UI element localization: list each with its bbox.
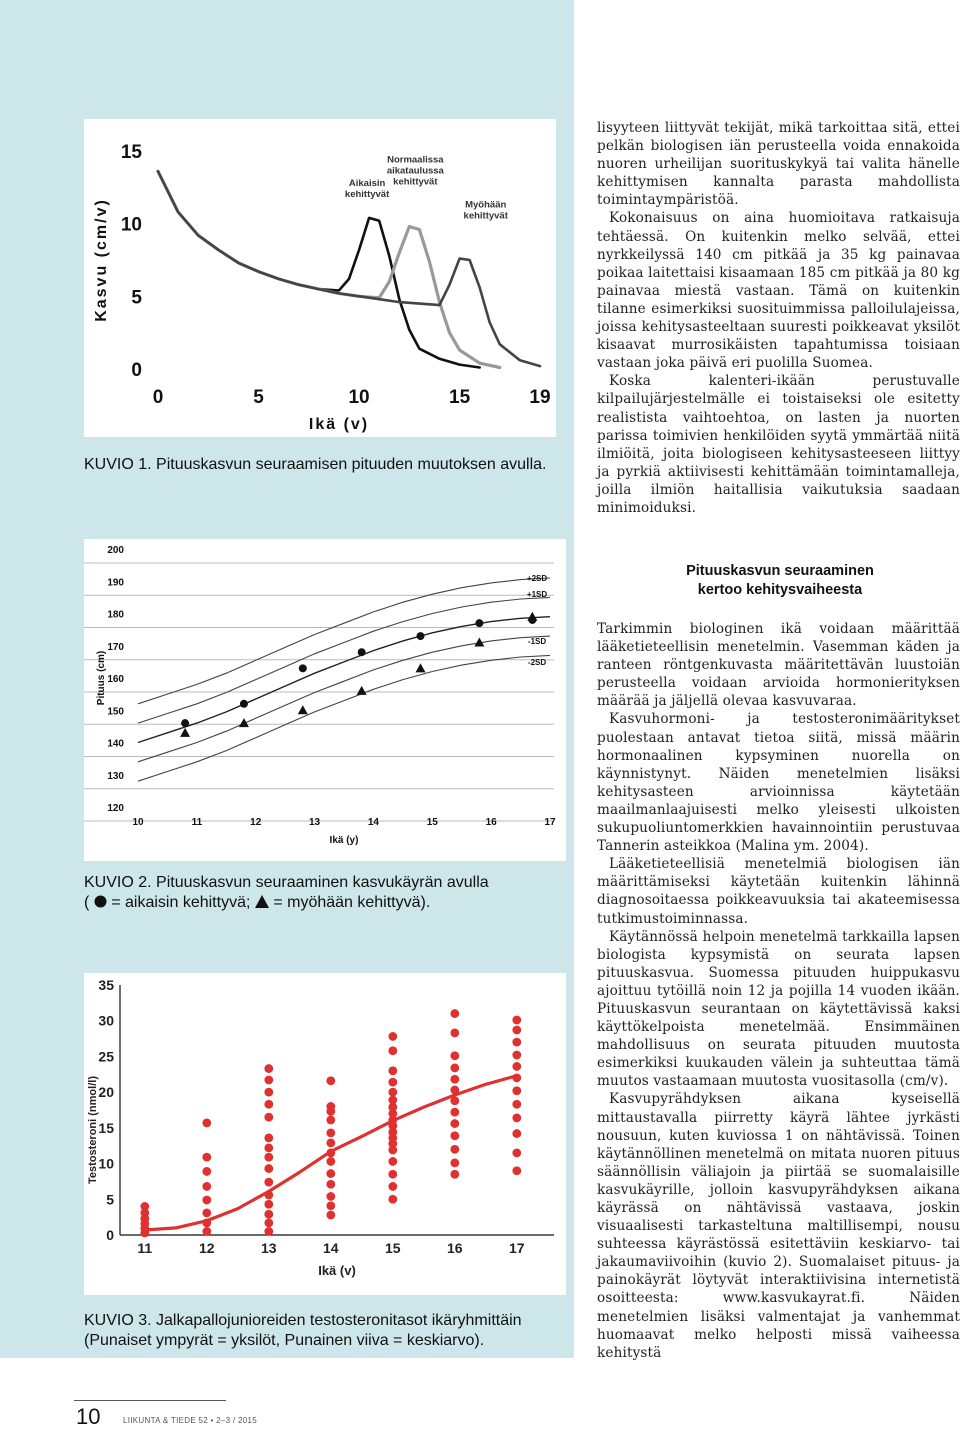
y-tick-label: 0 [131, 360, 142, 381]
testosterone-point [388, 1170, 397, 1179]
x-tick-label: 17 [544, 817, 556, 828]
y-tick-label: 130 [107, 770, 124, 782]
x-tick-label: 11 [137, 1240, 153, 1256]
testosterone-point [450, 1051, 459, 1060]
testosterone-point [264, 1227, 273, 1236]
figure-1-chart [84, 119, 556, 437]
y-tick-label: 170 [107, 641, 124, 653]
testosterone-point [388, 1088, 397, 1097]
x-tick-label: 5 [253, 387, 264, 408]
figure-2-caption-line1: KUVIO 2. Pituuskasvun seuraaminen kasvukäyrän avulla [84, 874, 489, 891]
figure-3-caption-line2: (Punaiset ympyrät = yksilöt, Punainen viiva = keskiarvo). [84, 1332, 485, 1349]
x-tick-label: 12 [199, 1240, 215, 1256]
testosterone-point [450, 1063, 459, 1072]
testosterone-point [264, 1076, 273, 1085]
caption-early-label: = aikaisin kehittyvä; [111, 894, 251, 911]
caption-open-paren: ( [84, 894, 90, 911]
section-heading-line1: Pituuskasvun seuraaminen [686, 563, 874, 579]
testosterone-point [450, 1170, 459, 1179]
testosterone-point [202, 1153, 211, 1162]
testosterone-point [512, 1113, 521, 1122]
x-tick-label: 17 [509, 1240, 525, 1256]
testosterone-point [264, 1178, 273, 1187]
testosterone-point [264, 1113, 273, 1122]
testosterone-point [326, 1102, 335, 1111]
text-column-top [597, 119, 960, 517]
early-developer-point [475, 619, 483, 627]
testosterone-point [388, 1157, 397, 1166]
publication-info: LIIKUNTA & TIEDE 52 • 2–3 / 2015 [123, 1416, 257, 1425]
caption-late-label: = myöhään kehittyvä). [273, 894, 431, 911]
y-tick-label: 15 [98, 1119, 114, 1136]
curve-annotation: kehittyvät [463, 210, 508, 222]
testosterone-point [264, 1200, 273, 1209]
y-tick-label: 10 [98, 1155, 114, 1172]
paragraph-5: Kasvuhormoni- ja testosteronimääritykset puolestaan antavat tietoa siitä, missä määrin hormonaalinen kypsyminen nuorella on käynnistynyt. Näiden menetelmien lisäksi kehitysasteen arvioinnissa käytetään maailmanlaajuisesti melko yleisesti ulkoisten sukupuoliuntomerkkien havainnointiin perustuvaa Tannerin asteikkoa (Malina ym. 2004). [597, 711, 960, 855]
testosterone-point [512, 1062, 521, 1071]
figure-3-caption [84, 1311, 568, 1351]
testosterone-point [388, 1078, 397, 1087]
y-tick-label: 35 [98, 977, 114, 993]
text-column-bottom [597, 620, 960, 1362]
testosterone-point [326, 1138, 335, 1147]
testosterone-point [264, 1218, 273, 1227]
x-axis-label: Ikä (y) [329, 835, 359, 846]
testosterone-point [388, 1182, 397, 1191]
testosterone-point [264, 1153, 273, 1162]
x-tick-label: 15 [426, 817, 438, 828]
testosterone-point [450, 1158, 459, 1167]
testosterone-point [512, 1100, 521, 1109]
y-tick-label: 20 [98, 1084, 114, 1101]
x-tick-label: 11 [191, 817, 203, 828]
y-tick-label: 10 [120, 214, 142, 236]
early-developer-point [181, 719, 189, 727]
early-developer-point [358, 648, 366, 656]
y-tick-label: 5 [106, 1191, 114, 1208]
y-tick-label: 5 [131, 287, 142, 309]
testosterone-point [388, 1032, 397, 1041]
early-developer-point [417, 632, 425, 640]
y-tick-label: 30 [98, 1012, 114, 1029]
testosterone-point [264, 1100, 273, 1109]
testosterone-point [202, 1118, 211, 1127]
growth-curve-line [158, 171, 500, 367]
y-tick-label: 15 [120, 142, 142, 163]
page-number: 10 [76, 1404, 101, 1429]
x-axis-label: Ikä (v) [318, 1263, 356, 1278]
y-tick-label: 190 [107, 577, 124, 589]
x-axis-label: Ikä (v) [308, 416, 370, 433]
testosterone-point [512, 1051, 521, 1060]
figure-3-svg [84, 973, 566, 1295]
paragraph-8: Kasvupyrähdyksen aikana kyseisellä mittaustavalla piirretty käyrä lähtee jyrkästi nousuun, kuten kuviossa 1 on nähtävissä. Toinen käytännöllinen menetelmä on mitata nuoren pituus säännöllisin väliajoin ja piirtää se suomalaisille kasvukäyrille, jolloin kasvupyrähdyksen aikana käyrässä on nähtävissä vastaava, joskin visuaalisesti tarkasteltuna maltillisempi, nousu suhteessa käyrästössä esitettäviin keskiarvo- tai jakaumaviivoihin (kuvio 2). Suomalaiset pituus- ja painokäyrät löytyvät interaktiivisina internetistä osoitteesta: www.kasvukayrat.fi. Näiden menetelmien lisäksi valmentajat ja vanhemmat huomaavat melko helposti missä vaiheessa kehitystä [597, 1091, 960, 1361]
y-tick-label: 25 [98, 1048, 114, 1065]
testosterone-point [202, 1196, 211, 1205]
testosterone-point [450, 1075, 459, 1084]
x-tick-label: 16 [485, 817, 497, 828]
paragraph-6: Lääketieteellisiä menetelmiä biologisen iän määrittämiseksi käytetään kuitenkin lähinnä diagnosoitaessa poikkeavuuksia tai akateemisessa tutkimustoiminnassa. [597, 856, 960, 927]
y-axis-label: Kasvu (cm/v) [93, 198, 110, 322]
sd-curve-label: +1SD [526, 590, 548, 600]
section-heading-line2: kertoo kehitysvaiheesta [697, 582, 863, 598]
y-axis-label: Testosteroni (nmol/l) [87, 1076, 99, 1184]
sd-curve-label: +2SD [526, 574, 548, 584]
testosterone-point [140, 1202, 149, 1211]
testosterone-point [450, 1145, 459, 1154]
paragraph-1: lisyyteen liittyvät tekijät, mikä tarkoittaa sitä, ettei pelkän biologisen iän perusteella voida ennakoida nuoren urheilijan suorituskykyä tai valita hänelle kehittymisen kannalta parasta mahdollista toimintaympäristöä. [597, 120, 960, 209]
x-tick-label: 12 [250, 817, 262, 828]
testosterone-point [326, 1157, 335, 1166]
testosterone-point [512, 1129, 521, 1138]
y-tick-label: 0 [106, 1227, 114, 1243]
testosterone-point [450, 1119, 459, 1128]
curve-annotation: Myöhään [465, 199, 507, 211]
plot-area [138, 549, 550, 807]
y-tick-label: 140 [107, 738, 124, 750]
y-tick-label: 150 [107, 706, 124, 718]
sd-curve-label: -1SD [527, 636, 547, 646]
testosterone-point [388, 1046, 397, 1055]
testosterone-point [326, 1169, 335, 1178]
figure-3-caption-line1: KUVIO 3. Jalkapallojunioreiden testosteronitasot ikäryhmittäin [84, 1312, 522, 1329]
testosterone-point [450, 1108, 459, 1117]
testosterone-point [326, 1192, 335, 1201]
x-tick-label: 15 [385, 1240, 401, 1256]
section-heading [620, 562, 940, 600]
paragraph-7: Käytännössä helpoin menetelmä tarkkailla lapsen biologista kypsymistä on seurata lapsen pituuskasvua. Suomessa pituuden huippukasvu ajoittuu tytöillä noin 12 ja pojilla 14 vuoden ikään. Pituuskasvun seurantaan on käytettävissä kaksi käyttökelpoista menetelmää. Ensimmäinen mahdollisuus on seurata pituuden muutosta esimerkiksi kuukauden välein ja suhteuttaa tämä muutos vastaamaan muutosta vuositasolla (cm/v). [597, 928, 960, 1090]
early-developer-point [299, 664, 307, 672]
figure-1-svg [84, 119, 556, 437]
triangle-marker-icon [255, 895, 269, 908]
testosterone-point [512, 1148, 521, 1157]
early-developer-point [240, 700, 248, 708]
figure-1-caption: KUVIO 1. Pituuskasvun seuraamisen pituuden muutoksen avulla. [84, 456, 547, 473]
curve-annotation: kehittyvät [344, 188, 390, 200]
testosterone-point [264, 1064, 273, 1073]
figure-2-svg [84, 539, 566, 861]
x-tick-label: 15 [449, 387, 471, 408]
testosterone-point [202, 1167, 211, 1176]
testosterone-point [512, 1086, 521, 1095]
y-tick-label: 120 [107, 803, 124, 814]
figure-3-chart [84, 973, 566, 1295]
testosterone-point [202, 1208, 211, 1217]
x-tick-label: 19 [529, 387, 551, 408]
testosterone-point [388, 1096, 397, 1105]
y-tick-label: 180 [107, 609, 124, 621]
testosterone-point [326, 1116, 335, 1125]
x-tick-label: 13 [309, 817, 321, 828]
testosterone-point [450, 1028, 459, 1037]
testosterone-point [202, 1227, 211, 1236]
x-tick-label: 0 [152, 387, 164, 408]
x-tick-label: 10 [132, 817, 144, 828]
testosterone-point [388, 1066, 397, 1075]
x-tick-label: 14 [367, 817, 379, 828]
paragraph-4: Tarkimmin biologinen ikä voidaan määrittää lääketieteellisin menetelmin. Vasemman käden ja ranteen röntgenkuvasta määritettävän luustoiän perusteella voidaan arvioida hormonierityksen määrää ja jäljellä olevaa kasvuvaraa. [597, 621, 960, 710]
testosterone-point [326, 1180, 335, 1189]
testosterone-point [326, 1128, 335, 1137]
testosterone-point [388, 1195, 397, 1204]
curve-annotation: Aikaisin [348, 177, 386, 189]
curve-annotation: aikataulussa [386, 165, 444, 177]
testosterone-point [202, 1182, 211, 1191]
testosterone-point [264, 1143, 273, 1152]
figure-2-caption-line2 [84, 893, 564, 913]
y-tick-label: 160 [107, 674, 124, 685]
paragraph-2: Kokonaisuus on aina huomioitava ratkaisuja tehtäessä. On kuitenkin melko selvää, ettei nyrkkeilyssä 140 cm pitkää ja 35 kg painavaa poikaa laitettaisi kisaamaan 185 cm pitkää ja 80 kg painavaa miestä vastaan. Tämä on kuitenkin tilanne esimerkiksi suosituimmissa palloilulajeissa, joissa kehitysasteeltaan suuresti poikkeavat yksilöt kisaavat murrosikäisten tapahtumissa toisiaan vastaan joka päivä eri puolilla Suomea. [597, 210, 960, 372]
figure-2-caption [84, 873, 564, 913]
testosterone-point [326, 1211, 335, 1220]
y-tick-label: 200 [107, 545, 124, 556]
x-tick-label: 14 [323, 1240, 339, 1256]
testosterone-point [264, 1164, 273, 1173]
testosterone-point [326, 1076, 335, 1085]
testosterone-point [264, 1133, 273, 1142]
y-axis-label: Pituus (cm) [96, 650, 107, 706]
testosterone-point [264, 1088, 273, 1097]
figure-2-chart [84, 539, 566, 861]
testosterone-point [326, 1201, 335, 1210]
footer-divider [74, 1400, 226, 1401]
circle-marker-icon [94, 895, 107, 908]
testosterone-point [450, 1131, 459, 1140]
testosterone-point [512, 1016, 521, 1025]
testosterone-point [512, 1038, 521, 1047]
x-tick-label: 13 [261, 1240, 277, 1256]
testosterone-point [512, 1166, 521, 1175]
testosterone-point [264, 1210, 273, 1219]
sd-curve-label: -2SD [527, 657, 547, 667]
curve-annotation: kehittyvät [393, 176, 438, 188]
x-tick-label: 16 [447, 1240, 463, 1256]
curve-annotation: Normaalissa [387, 154, 444, 166]
testosterone-point [512, 1026, 521, 1035]
paragraph-3: Koska kalenteri-ikään perustuvalle kilpailujärjestelmälle ei toistaiseksi ole esitetty realistista vaihtoehtoa, on lasten ja nuorten parissa toimivien henkilöiden syytä ymmärtää niitä ilmiöitä, joita biologiseen kehitysasteeseen liittyy ja pyrkiä aktiivisesti kehittämään toimintamalleja, joilla ilmiön haitallisia vaikutuksia saadaan minimoiduksi. [597, 373, 960, 516]
testosterone-point [450, 1009, 459, 1018]
x-tick-label: 10 [348, 387, 370, 408]
